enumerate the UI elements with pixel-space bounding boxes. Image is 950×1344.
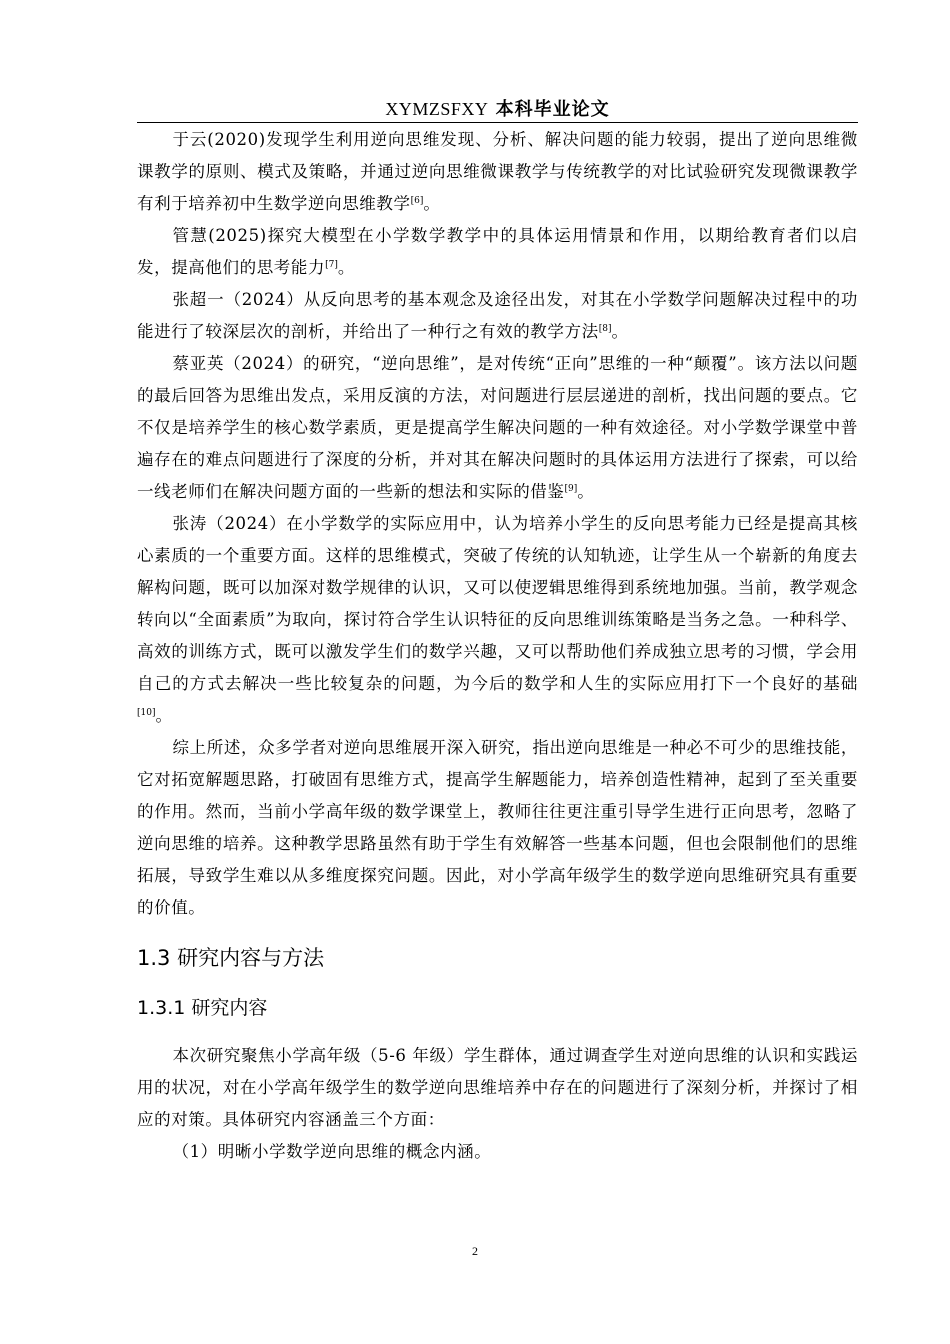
section-heading: 1.3 研究内容与方法	[137, 946, 325, 970]
subsection-heading: 1.3.1 研究内容	[137, 997, 268, 1019]
paragraph-end: 。	[577, 482, 595, 501]
paragraph-yu-yun	[137, 124, 858, 220]
citation-ref: [7]	[325, 260, 338, 270]
document-body	[137, 124, 858, 1168]
paragraph-text: 综上所述，众多学者对逆向思维展开深入研究，指出逆向思维是一种必不可少的思维技能，它对拓宽解题思路，打破固有思维方式，提高学生解题能力，培养创造性精神，起到了至关重要的作用。然而，当前小学高年级的数学课堂上，教师往往更注重引导学生进行正向思考，忽略了逆向思维的培养。这种教学思路虽然有助于学生有效解答一些基本问题，但也会限制他们的思维拓展，导致学生难以从多维度探究问题。因此，对小学高年级学生的数学逆向思维研究具有重要的价值。	[137, 738, 858, 917]
paragraph-text: 于云(2020)发现学生利用逆向思维发现、分析、解决问题的能力较弱，提出了逆向思维微课教学的原则、模式及策略，并通过逆向思维微课教学与传统教学的对比试验研究发现微课教学有利于培养初中生数学逆向思维教学	[137, 130, 858, 213]
paragraph-cai-yaying	[137, 348, 858, 508]
paragraph-summary	[137, 732, 858, 924]
header-code: XYMZSFXY	[385, 99, 489, 119]
citation-ref: [10]	[137, 708, 156, 718]
list-item: （1）明晰小学数学逆向思维的概念内涵。	[172, 1142, 492, 1161]
paragraph-text: 张超一（2024）从反向思考的基本观念及途径出发，对其在小学数学问题解决过程中的功能进行了较深层次的剖析，并给出了一种行之有效的教学方法	[137, 290, 858, 341]
paragraph-end: 。	[337, 258, 355, 277]
page-number: 2	[472, 1244, 478, 1258]
citation-ref: [6]	[410, 196, 424, 206]
paragraph-end: 。	[423, 194, 441, 213]
paragraph-zhang-chaoyi	[137, 284, 858, 348]
paragraph-guan-hui	[137, 220, 858, 284]
citation-ref: [8]	[598, 324, 612, 334]
paragraph-end: 。	[155, 706, 173, 725]
paragraph-zhang-tao	[137, 508, 858, 732]
paragraph-end: 。	[611, 322, 629, 341]
paragraph-text: 张涛（2024）在小学数学的实际应用中，认为培养小学生的反向思考能力已经是提高其核心素质的一个重要方面。这样的思维模式，突破了传统的认知轨迹，让学生从一个崭新的角度去解构问题，既可以加深对数学规律的认识，又可以使逻辑思维得到系统地加强。当前，教学观念转向以“全面素质”为取向，探讨符合学生认识特征的反向思维训练策略是当务之急。一种科学、高效的训练方式，既可以激发学生们的数学兴趣，又可以帮助他们养成独立思考的习惯，学会用自己的方式去解决一些比较复杂的问题，为今后的数学和人生的实际应用打下一个良好的基础	[137, 514, 858, 693]
paragraph-text: 蔡亚英（2024）的研究，“逆向思维”，是对传统“正向”思维的一种“颠覆”。该方法以问题的最后回答为思维出发点，采用反演的方法，对问题进行层层递进的剖析，找出问题的要点。它不仅是培养学生的核心数学素质，更是提高学生解决问题的一种有效途径。对小学数学课堂中普遍存在的难点问题进行了深度的分析，并对其在解决问题时的具体运用方法进行了探索，可以给一线老师们在解决问题方面的一些新的想法和实际的借鉴	[137, 354, 858, 501]
paragraph-research-intro: 本次研究聚焦小学高年级（5-6 年级）学生群体，通过调查学生对逆向思维的认识和实践运用的状况，对在小学高年级学生的数学逆向思维培养中存在的问题进行了深刻分析，并探讨了相应的对策。具体研究内容涵盖三个方面：	[137, 1046, 858, 1129]
header-title: 本科毕业论文	[488, 99, 610, 120]
page-header	[137, 96, 858, 123]
citation-ref: [9]	[564, 484, 578, 494]
paragraph-text: 管慧(2025)探究大模型在小学数学教学中的具体运用情景和作用，以期给教育者们以启发，提高他们的思考能力	[137, 226, 858, 277]
